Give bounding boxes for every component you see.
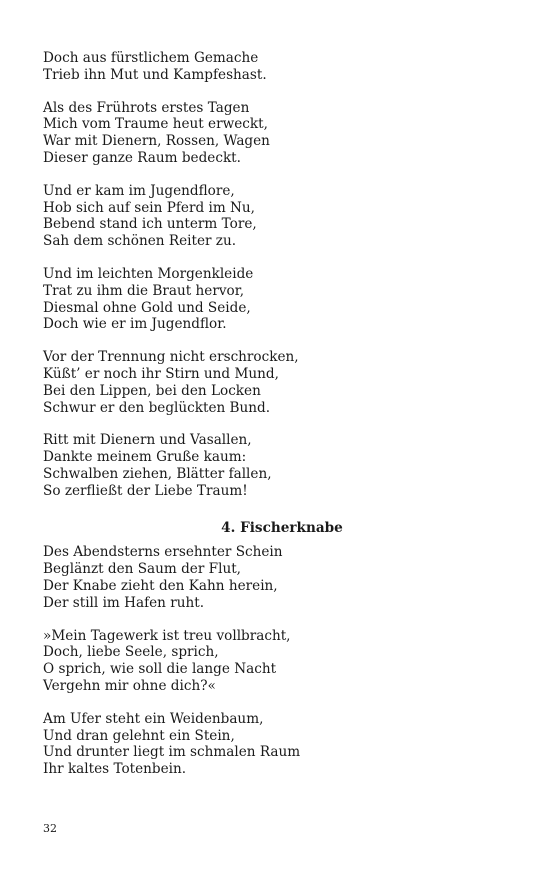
verse-line: Mich vom Traume heut erweckt,: [43, 116, 268, 133]
verse-line: Doch wie er im Jugendflor.: [43, 316, 227, 333]
stanza: [43, 50, 513, 84]
verse-line: Des Abendsterns ersehnter Schein: [43, 544, 283, 561]
verse-line: Doch aus fürstlichem Gemache: [43, 50, 259, 66]
verse-line: Hob sich auf sein Pferd im Nu,: [43, 199, 256, 216]
verse-line: Schwur er den beglückten Bund.: [43, 399, 271, 416]
verse-line: Vergehn mir ohne dich?«: [43, 677, 216, 694]
stanza: [43, 628, 513, 695]
verse-line: Und im leichten Morgenkleide: [43, 265, 254, 282]
verse-line: Trat zu ihm die Braut hervor,: [43, 282, 245, 299]
page-number: 32: [43, 822, 57, 835]
verse-line: Diesmal ohne Gold und Seide,: [43, 299, 251, 316]
verse-line: Der Knabe zieht den Kahn herein,: [43, 577, 278, 594]
verse-line: Bei den Lippen, bei den Locken: [43, 382, 261, 399]
verse-line: Sah dem schönen Reiter zu.: [43, 233, 237, 250]
verse-line: Dieser ganze Raum bedeckt.: [43, 149, 241, 166]
poem-part-2: [43, 544, 513, 778]
verse-line: Dankte meinem Gruße kaum:: [43, 449, 247, 466]
page-body: [43, 50, 513, 778]
verse-line: Beglänzt den Saum der Flut,: [43, 561, 241, 578]
verse-line: War mit Dienern, Rossen, Wagen: [43, 133, 270, 150]
verse-line: Schwalben ziehen, Blätter fallen,: [43, 465, 272, 482]
stanza: [43, 266, 513, 333]
verse-line: Und drunter liegt im schmalen Raum: [43, 744, 301, 761]
verse-line: Am Ufer steht ein Weidenbaum,: [43, 710, 264, 727]
verse-line: Ritt mit Dienern und Vasallen,: [43, 432, 252, 449]
poem-part-1: [43, 50, 513, 500]
verse-line: Doch, liebe Seele, sprich,: [43, 644, 219, 661]
verse-line: O sprich, wie soll die lange Nacht: [43, 661, 277, 678]
stanza: [43, 349, 513, 416]
verse-line: Bebend stand ich unterm Tore,: [43, 216, 257, 233]
stanza: [43, 544, 513, 611]
section-heading: 4. Fischerknabe: [221, 519, 343, 536]
verse-line: Vor der Trennung nicht erschrocken,: [43, 349, 299, 366]
verse-line: Und er kam im Jugendflore,: [43, 182, 235, 199]
stanza: [43, 432, 513, 499]
verse-line: Und dran gelehnt ein Stein,: [43, 727, 235, 744]
verse-line: So zerfließt der Liebe Traum!: [43, 482, 248, 499]
verse-line: »Mein Tagewerk ist treu vollbracht,: [43, 627, 291, 644]
verse-line: Küßt’ er noch ihr Stirn und Mund,: [43, 365, 279, 382]
verse-line: Als des Frührots erstes Tagen: [43, 99, 250, 116]
stanza: [43, 100, 513, 167]
stanza: [43, 711, 513, 778]
verse-line: Trieb ihn Mut und Kampfeshast.: [43, 66, 267, 83]
stanza: [43, 183, 513, 250]
verse-line: Ihr kaltes Totenbein.: [43, 761, 187, 778]
verse-line: Der still im Hafen ruht.: [43, 594, 205, 611]
